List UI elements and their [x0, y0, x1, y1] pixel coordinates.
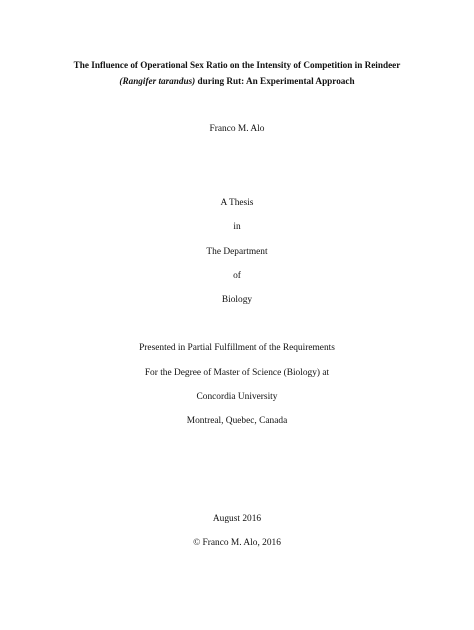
in-label: in — [233, 222, 241, 232]
copyright-text: © Franco M. Alo, 2016 — [193, 538, 281, 548]
university-name: Concordia University — [196, 392, 278, 402]
species-name: (Rangifer tarandus) — [119, 76, 196, 86]
title-line-2-text: during Rut: An Experimental Approach — [195, 76, 355, 86]
author-name: Franco M. Alo — [209, 124, 265, 134]
title-line-2 — [0, 75, 474, 87]
requirements-line-2: For the Degree of Master of Science (Biology) at — [144, 368, 330, 378]
requirements-line-1: Presented in Partial Fulfillment of the Requirements — [139, 343, 335, 353]
thesis-label: A Thesis — [220, 198, 254, 208]
department-label: The Department — [206, 247, 268, 257]
title-line-1 — [0, 59, 474, 71]
of-label: of — [233, 271, 241, 281]
title-line-1-text: The Influence of Operational Sex Ratio on the Intensity of Competition in Reindeer — [73, 60, 401, 70]
date-text: August 2016 — [212, 514, 262, 524]
field-label: Biology — [221, 295, 253, 305]
location-text: Montreal, Quebec, Canada — [186, 416, 288, 426]
